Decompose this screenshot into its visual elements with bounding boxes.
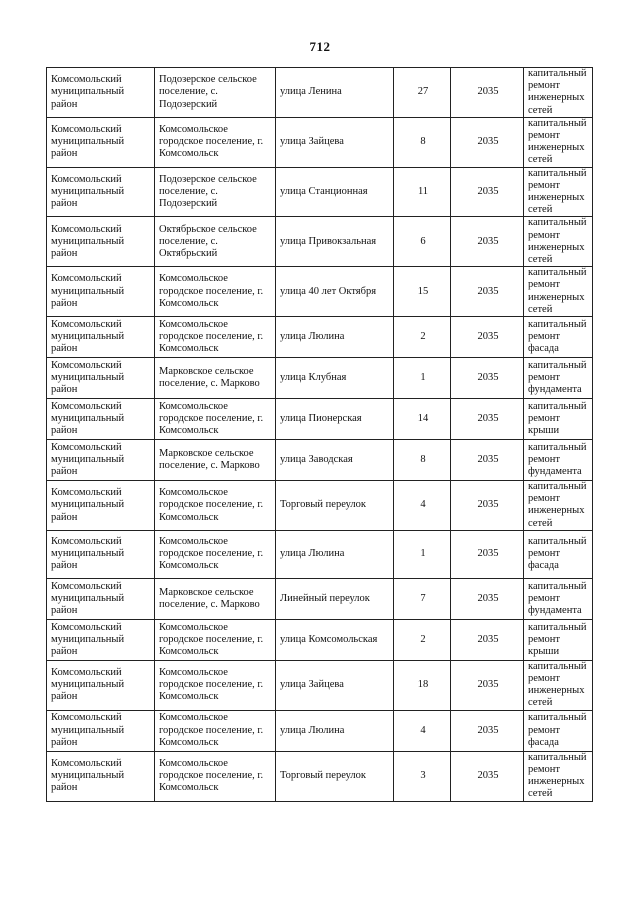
house-number-cell: 4: [394, 481, 451, 531]
table-row: [47, 317, 593, 358]
settlement-cell: Комсомольское городское поселение, г. Комсомольск: [155, 481, 276, 531]
house-number-cell: 2: [394, 619, 451, 660]
settlement-cell: Комсомольское городское поселение, г. Комсомольск: [155, 660, 276, 710]
work-type-cell: капитальный ремонт крыши: [524, 399, 593, 440]
work-type-cell: капитальный ремонт инженерных сетей: [524, 481, 593, 531]
settlement-cell: Комсомольское городское поселение, г. Комсомольск: [155, 267, 276, 317]
street-cell: улица Люлина: [276, 530, 394, 578]
year-cell: 2035: [451, 167, 524, 217]
repair-schedule-table: [46, 67, 593, 802]
district-cell: Комсомольский муниципальный район: [47, 710, 155, 751]
house-number-cell: 27: [394, 68, 451, 118]
year-cell: 2035: [451, 117, 524, 167]
settlement-cell: Октябрьское сельское поселение, с. Октябрьский: [155, 217, 276, 267]
street-cell: улица Зайцева: [276, 660, 394, 710]
street-cell: Торговый переулок: [276, 751, 394, 801]
street-cell: улица Заводская: [276, 440, 394, 481]
district-cell: Комсомольский муниципальный район: [47, 660, 155, 710]
work-type-cell: капитальный ремонт инженерных сетей: [524, 217, 593, 267]
district-cell: Комсомольский муниципальный район: [47, 481, 155, 531]
street-cell: улица Люлина: [276, 710, 394, 751]
table-row: [47, 167, 593, 217]
district-cell: Комсомольский муниципальный район: [47, 358, 155, 399]
street-cell: улица Пионерская: [276, 399, 394, 440]
street-cell: улица Комсомольская: [276, 619, 394, 660]
district-cell: Комсомольский муниципальный район: [47, 117, 155, 167]
settlement-cell: Подозерское сельское поселение, с. Подозерский: [155, 167, 276, 217]
table-row: [47, 710, 593, 751]
house-number-cell: 4: [394, 710, 451, 751]
work-type-cell: капитальный ремонт фундамента: [524, 578, 593, 619]
district-cell: Комсомольский муниципальный район: [47, 578, 155, 619]
year-cell: 2035: [451, 217, 524, 267]
house-number-cell: 8: [394, 117, 451, 167]
work-type-cell: капитальный ремонт фасада: [524, 530, 593, 578]
house-number-cell: 2: [394, 317, 451, 358]
house-number-cell: 11: [394, 167, 451, 217]
work-type-cell: капитальный ремонт крыши: [524, 619, 593, 660]
work-type-cell: капитальный ремонт инженерных сетей: [524, 267, 593, 317]
work-type-cell: капитальный ремонт инженерных сетей: [524, 660, 593, 710]
year-cell: 2035: [451, 317, 524, 358]
table-row: [47, 660, 593, 710]
district-cell: Комсомольский муниципальный район: [47, 217, 155, 267]
work-type-cell: капитальный ремонт инженерных сетей: [524, 167, 593, 217]
table-row: [47, 358, 593, 399]
table-row: [47, 117, 593, 167]
settlement-cell: Марковское сельское поселение, с. Марково: [155, 358, 276, 399]
street-cell: улица Люлина: [276, 317, 394, 358]
house-number-cell: 1: [394, 530, 451, 578]
year-cell: 2035: [451, 267, 524, 317]
work-type-cell: капитальный ремонт инженерных сетей: [524, 68, 593, 118]
table-row: [47, 619, 593, 660]
house-number-cell: 3: [394, 751, 451, 801]
settlement-cell: Комсомольское городское поселение, г. Комсомольск: [155, 317, 276, 358]
settlement-cell: Подозерское сельское поселение, с. Подозерский: [155, 68, 276, 118]
street-cell: улица Ленина: [276, 68, 394, 118]
street-cell: Торговый переулок: [276, 481, 394, 531]
year-cell: 2035: [451, 660, 524, 710]
district-cell: Комсомольский муниципальный район: [47, 399, 155, 440]
street-cell: улица Зайцева: [276, 117, 394, 167]
year-cell: 2035: [451, 440, 524, 481]
district-cell: Комсомольский муниципальный район: [47, 167, 155, 217]
work-type-cell: капитальный ремонт фундамента: [524, 440, 593, 481]
page-number: 712: [309, 39, 331, 54]
settlement-cell: Комсомольское городское поселение, г. Комсомольск: [155, 710, 276, 751]
district-cell: Комсомольский муниципальный район: [47, 619, 155, 660]
table-row: [47, 217, 593, 267]
year-cell: 2035: [451, 68, 524, 118]
table-row: [47, 751, 593, 801]
settlement-cell: Комсомольское городское поселение, г. Комсомольск: [155, 751, 276, 801]
work-type-cell: капитальный ремонт фундамента: [524, 358, 593, 399]
house-number-cell: 6: [394, 217, 451, 267]
settlement-cell: Марковское сельское поселение, с. Марково: [155, 578, 276, 619]
year-cell: 2035: [451, 619, 524, 660]
district-cell: Комсомольский муниципальный район: [47, 267, 155, 317]
table-row: [47, 481, 593, 531]
year-cell: 2035: [451, 710, 524, 751]
year-cell: 2035: [451, 751, 524, 801]
table-row: [47, 530, 593, 578]
street-cell: улица 40 лет Октября: [276, 267, 394, 317]
house-number-cell: 15: [394, 267, 451, 317]
year-cell: 2035: [451, 530, 524, 578]
year-cell: 2035: [451, 578, 524, 619]
settlement-cell: Комсомольское городское поселение, г. Комсомольск: [155, 117, 276, 167]
work-type-cell: капитальный ремонт инженерных сетей: [524, 117, 593, 167]
street-cell: Линейный переулок: [276, 578, 394, 619]
house-number-cell: 14: [394, 399, 451, 440]
table-row: [47, 399, 593, 440]
house-number-cell: 18: [394, 660, 451, 710]
settlement-cell: Комсомольское городское поселение, г. Комсомольск: [155, 530, 276, 578]
house-number-cell: 1: [394, 358, 451, 399]
settlement-cell: Комсомольское городское поселение, г. Комсомольск: [155, 399, 276, 440]
year-cell: 2035: [451, 358, 524, 399]
work-type-cell: капитальный ремонт инженерных сетей: [524, 751, 593, 801]
work-type-cell: капитальный ремонт фасада: [524, 710, 593, 751]
district-cell: Комсомольский муниципальный район: [47, 68, 155, 118]
table-row: [47, 440, 593, 481]
street-cell: улица Привокзальная: [276, 217, 394, 267]
table-row: [47, 267, 593, 317]
year-cell: 2035: [451, 481, 524, 531]
table-body: [47, 68, 593, 802]
district-cell: Комсомольский муниципальный район: [47, 440, 155, 481]
house-number-cell: 8: [394, 440, 451, 481]
street-cell: улица Станционная: [276, 167, 394, 217]
table-row: [47, 68, 593, 118]
work-type-cell: капитальный ремонт фасада: [524, 317, 593, 358]
district-cell: Комсомольский муниципальный район: [47, 530, 155, 578]
district-cell: Комсомольский муниципальный район: [47, 317, 155, 358]
district-cell: Комсомольский муниципальный район: [47, 751, 155, 801]
settlement-cell: Марковское сельское поселение, с. Марково: [155, 440, 276, 481]
year-cell: 2035: [451, 399, 524, 440]
table-row: [47, 578, 593, 619]
settlement-cell: Комсомольское городское поселение, г. Комсомольск: [155, 619, 276, 660]
street-cell: улица Клубная: [276, 358, 394, 399]
house-number-cell: 7: [394, 578, 451, 619]
